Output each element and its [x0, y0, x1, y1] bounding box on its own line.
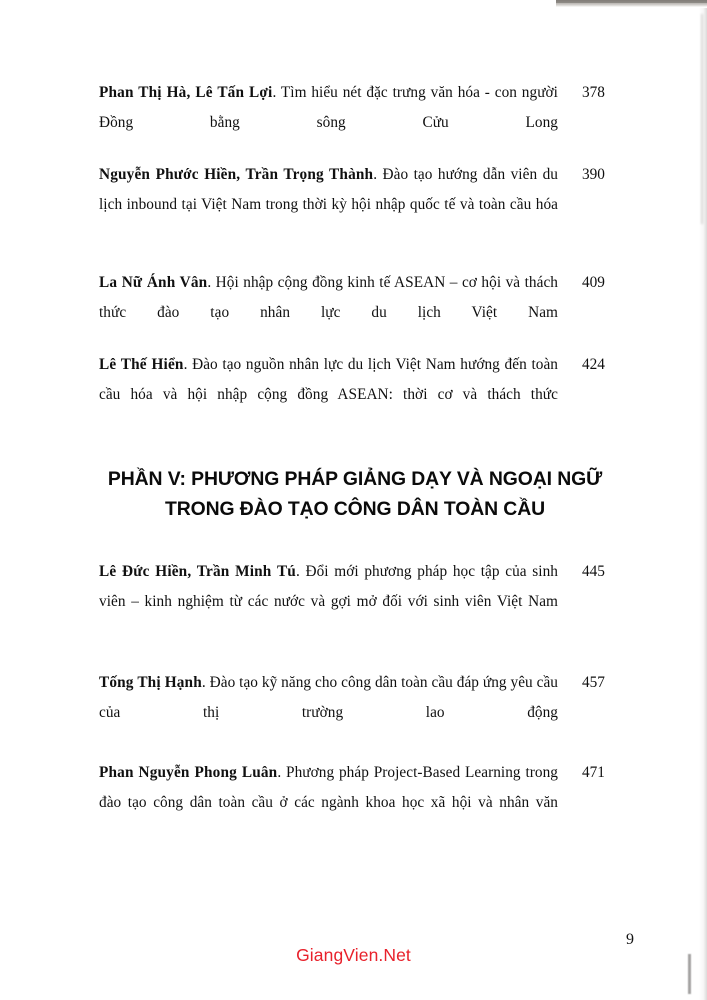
toc-entry[interactable] — [99, 160, 605, 250]
toc-entry-page-number: 390 — [582, 166, 605, 183]
toc-entry-page-number: 409 — [582, 274, 605, 291]
watermark: GiangVien.Net — [296, 945, 411, 965]
toc-entry[interactable] — [99, 758, 605, 848]
toc-entry-text — [99, 350, 558, 440]
toc-entry-title: . Đào tạo nguồn nhân lực du lịch Việt Nam hướng đến toàn cầu hóa và hội nhập cộng đồng ASEAN: thời cơ và thách thức — [99, 356, 558, 403]
toc-entry-title: . Tìm hiểu nét đặc trưng văn hóa - con người Đồng bằng sông Cửu Long — [99, 84, 558, 131]
toc-entry-page-number: 457 — [582, 674, 605, 691]
toc-entry-text — [99, 758, 558, 848]
toc-entry[interactable] — [99, 78, 605, 168]
toc-entry-authors: Tống Thị Hạnh — [99, 674, 202, 691]
toc-entry-authors: La Nữ Ánh Vân — [99, 274, 208, 291]
toc-entry-page-number: 378 — [582, 84, 605, 101]
toc-entry-page-number: 445 — [582, 563, 605, 580]
toc-entry-text — [99, 268, 558, 358]
part-heading-line-2: TRONG ĐÀO TẠO CÔNG DÂN TOÀN CẦU — [164, 498, 546, 520]
scan-artifact-top-edge — [556, 0, 707, 3]
toc-entry-authors: Phan Nguyễn Phong Luân — [99, 764, 278, 781]
part-heading — [99, 464, 611, 524]
part-heading-line-1: PHẦN V: PHƯƠNG PHÁP GIẢNG DẠY VÀ NGOẠI NGỮ — [107, 468, 603, 490]
page-folio-number: 9 — [626, 931, 634, 948]
toc-entry-authors: Lê Đức Hiền, Trần Minh Tú — [99, 563, 296, 580]
toc-entry-text — [99, 78, 558, 168]
toc-entry[interactable] — [99, 268, 605, 358]
toc-entry-authors: Phan Thị Hà, Lê Tấn Lợi — [99, 84, 273, 101]
toc-entry[interactable] — [99, 350, 605, 440]
toc-entry-page-number: 424 — [582, 356, 605, 373]
toc-entry-text — [99, 557, 558, 647]
toc-entry-text — [99, 668, 558, 758]
toc-entry-title: . Đào tạo kỹ năng cho công dân toàn cầu đáp ứng yêu cầu của thị trường lao động — [99, 674, 559, 721]
toc-entry-authors: Lê Thế Hiển — [99, 356, 184, 373]
toc-entry-authors: Nguyễn Phước Hiền, Trần Trọng Thành — [99, 166, 374, 183]
toc-entry-page-number: 471 — [582, 764, 605, 781]
toc-entry-title: . Đào tạo hướng dẫn viên du lịch inbound tại Việt Nam trong thời kỳ hội nhập quốc tế và toàn cầu hóa — [99, 166, 558, 213]
toc-entry-title: . Phương pháp Project-Based Learning trong đào tạo công dân toàn cầu ở các ngành khoa học xã hội và nhân văn — [99, 764, 558, 811]
toc-entry-text — [99, 160, 558, 250]
toc-entry[interactable] — [99, 557, 605, 647]
toc-entry-title: . Hội nhập cộng đồng kinh tế ASEAN – cơ hội và thách thức đào tạo nhân lực du lịch Việt Nam — [99, 274, 558, 321]
toc-entry-title: . Đổi mới phương pháp học tập của sinh viên – kinh nghiệm từ các nước và gợi mở đối với sinh viên Việt Nam — [99, 563, 558, 610]
toc-entry[interactable] — [99, 668, 605, 758]
scan-artifact-right-line-upper — [701, 14, 703, 224]
